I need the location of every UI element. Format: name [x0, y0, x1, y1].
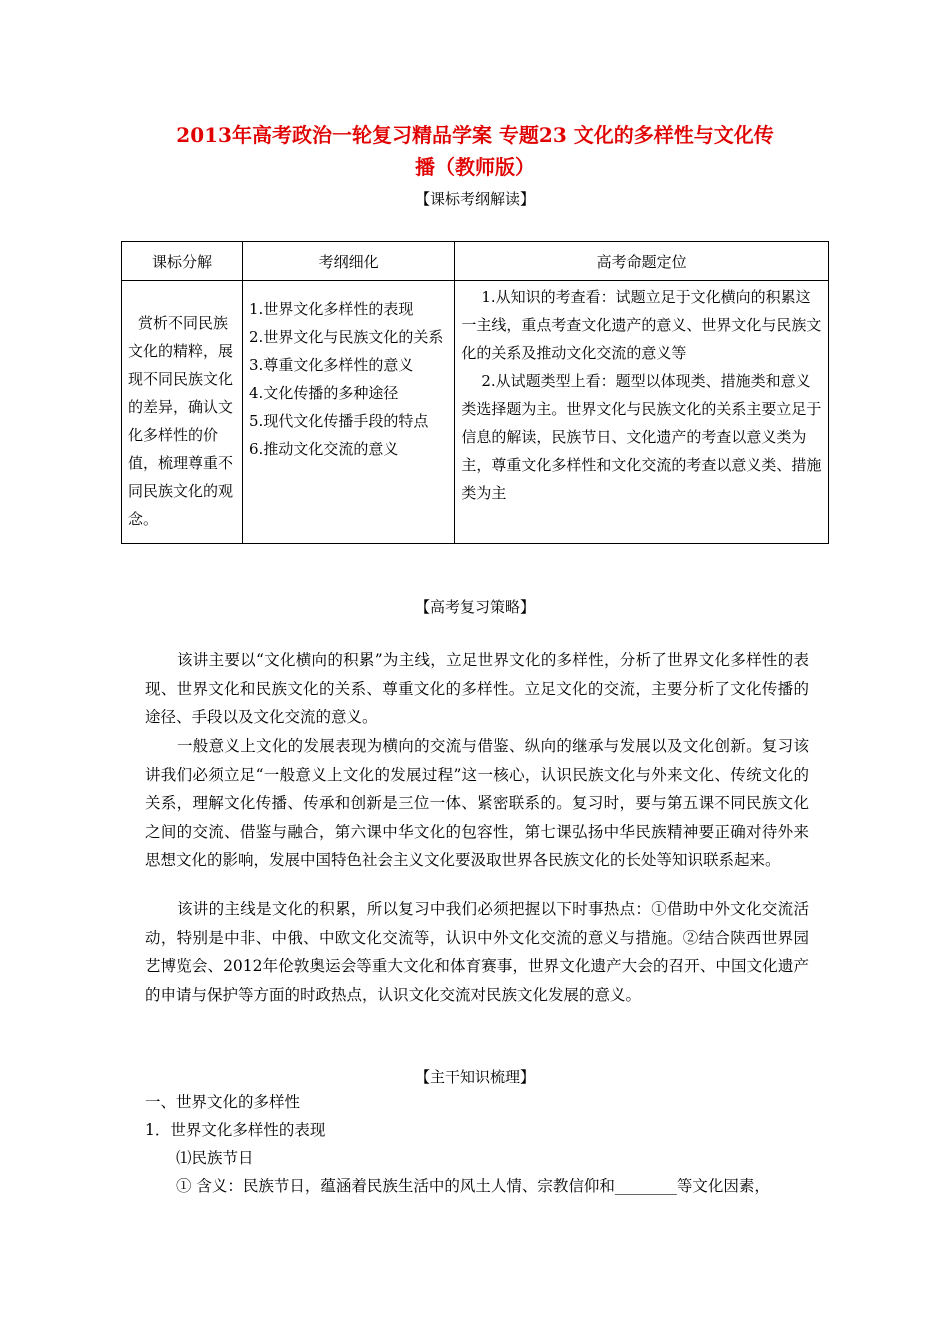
- outline-item: 4.文化传播的多种途径: [249, 384, 399, 402]
- table-cell-positioning: [455, 281, 829, 544]
- syllabus-table: [121, 241, 829, 544]
- strategy-paragraph: 该讲主要以“文化横向的积累”为主线，立足世界文化的多样性，分析了世界文化多样性的表现、世界文化和民族文化的关系、尊重文化的多样性。立足文化的交流，主要分析了文化传播的途径、手段以及文化交流的意义。: [145, 651, 809, 726]
- section-heading-strategy: 【高考复习策略】: [414, 598, 535, 616]
- outline-item: 6.推动文化交流的意义: [249, 440, 399, 458]
- knowledge-subheading: 1．世界文化多样性的表现: [145, 1121, 326, 1139]
- section-heading-syllabus: 【课标考纲解读】: [414, 190, 535, 208]
- knowledge-subitem: ⑴民族节日: [176, 1149, 254, 1167]
- section-heading-knowledge: 【主干知识梳理】: [414, 1068, 535, 1086]
- table-row: [122, 281, 829, 544]
- knowledge-heading: 一、世界文化的多样性: [145, 1093, 301, 1111]
- knowledge-item: ① 含义：民族节日，蕴涵着民族生活中的风土人情、宗教信仰和________等文化因素，: [176, 1177, 770, 1195]
- outline-item: 1.世界文化多样性的表现: [249, 300, 414, 318]
- table-cell-outline: [243, 281, 455, 544]
- table-header-cell: 课标分解: [122, 242, 243, 281]
- table-header-row: [122, 242, 829, 281]
- table-cell-standard: 赏析不同民族文化的精粹，展现不同民族文化的差异，确认文化多样性的价值，梳理尊重不同民族文化的观念。: [122, 281, 243, 544]
- document-title-line2: 播（教师版）: [415, 155, 535, 179]
- document-title-line1: 2013年高考政治一轮复习精品学案 专题23 文化的多样性与文化传: [176, 123, 774, 147]
- table-header-cell: 高考命题定位: [455, 242, 829, 281]
- outline-item: 2.世界文化与民族文化的关系: [249, 328, 444, 346]
- strategy-paragraph: 该讲的主线是文化的积累，所以复习中我们必须把握以下时事热点：①借助中外文化交流活动，特别是中非、中俄、中欧文化交流等，认识中外文化交流的意义与措施。②结合陕西世界园艺博览会、2012年伦敦奥运会等重大文化和体育赛事，世界文化遗产大会的召开、中国文化遗产的申请与保护等方面的时政热点，认识文化交流对民族文化发展的意义。: [145, 900, 809, 1004]
- strategy-paragraph: 一般意义上文化的发展表现为横向的交流与借鉴、纵向的继承与发展以及文化创新。复习该讲我们必须立足“一般意义上文化的发展过程”这一核心，认识民族文化与外来文化、传统文化的关系，理解文化传播、传承和创新是三位一体、紧密联系的。复习时，要与第五课不同民族文化之间的交流、借鉴与融合，第六课中华文化的包容性，第七课弘扬中华民族精神要正确对待外来思想文化的影响，发展中国特色社会主义文化要汲取世界各民族文化的长处等知识联系起来。: [145, 737, 809, 869]
- outline-item: 3.尊重文化多样性的意义: [249, 356, 414, 374]
- table-header-cell: 考纲细化: [243, 242, 455, 281]
- positioning-paragraph: 1.从知识的考查看：试题立足于文化横向的积累这一主线，重点考查文化遗产的意义、世界文化与民族文化的关系及推动文化交流的意义等: [461, 288, 822, 362]
- positioning-paragraph: 2.从试题类型上看：题型以体现类、措施类和意义类选择题为主。世界文化与民族文化的关系主要立足于信息的解读，民族节日、文化遗产的考查以意义类为主，尊重文化多样性和文化交流的考查以意义类、措施类为主: [461, 372, 822, 502]
- outline-item: 5.现代文化传播手段的特点: [249, 412, 429, 430]
